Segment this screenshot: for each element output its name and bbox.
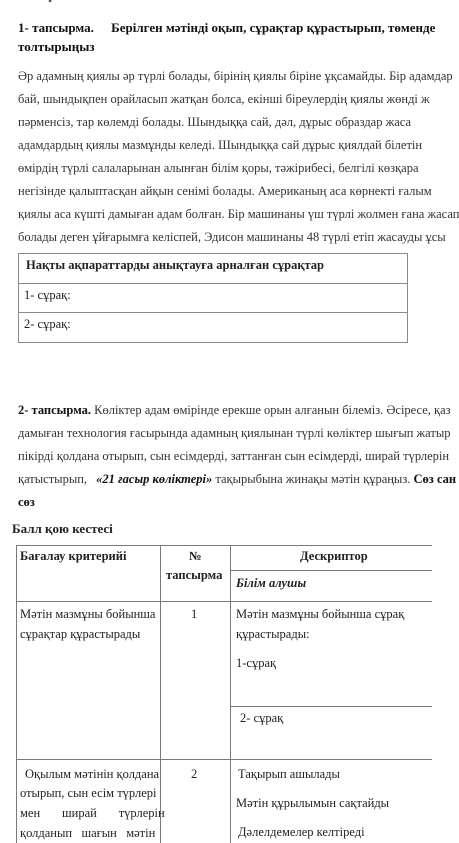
task2-line-3: пікірді қолдана отырып, сын есімдерді, заттанған сын есімдерді, ширай түрлерін: [18, 449, 450, 463]
score-table-title: Балл қою кестесі: [12, 521, 113, 536]
paragraph-line: пәрменсіз, тар көлемді болады. Шындыққа сай, дәл, дұрыс образдар жаса: [18, 115, 412, 129]
paragraph-line: бай, шындықпен орайласып жатқан болса, екінші біреулердің қиялы жөнді ж: [18, 92, 430, 106]
header-task: тапсырма: [166, 568, 223, 582]
row1-num: 1: [191, 607, 198, 621]
task2-line-1: [18, 403, 451, 418]
row1-criteria: Мәтін мазмұны бойынша: [20, 607, 156, 621]
task2-line-5: сөз: [18, 495, 35, 509]
paragraph-line: Әр адамның қиялы әр түрлі болады, бірінің қиялы біріне ұқсамайды. Бір адамдар: [18, 69, 453, 83]
row2-descriptor: Мәтін құрылымын сақтайды: [236, 796, 390, 810]
box-heading: Нақты ақпараттарды анықтауға арналған сұрақтар: [26, 258, 325, 272]
header-num: №: [189, 549, 202, 563]
task2-text: қатыстырып,: [18, 472, 88, 486]
row2-descriptor: Дәлелдемелер келтіреді: [238, 825, 365, 839]
table-header-bottom: [16, 601, 432, 602]
paragraph-line: адамдардың қиялы мазмұнды келеді. Шындыққа сай дұрыс қиялдай білетін: [18, 138, 423, 152]
paragraph-line: өмірдің түрлі салаларынан алынған білім қоры, тәжірибесі, белгілі көзқара: [18, 161, 419, 175]
row1-descriptor: құрастырады:: [236, 627, 310, 641]
paragraph-line: негізінде қалыптасқан айқын сенімі болады. Американың аса көрнекті ғалым: [18, 184, 432, 198]
task2-text: Көліктер адам өмірінде ерекше орын алғанын білеміз. Әсіресе, қаз: [94, 403, 451, 417]
table-student-divider: [230, 570, 432, 571]
table-border-left: [16, 545, 17, 843]
task1-title: 1- тапсырма.: [18, 20, 94, 35]
task2-topic: «21 ғасыр көліктері»: [96, 472, 213, 486]
box-border-left: [18, 253, 19, 343]
row2-criteria: Оқылым мәтінін қолдана: [25, 767, 160, 781]
task1-heading-text: Берілген мәтінді оқып, сұрақтар құрастырып, төменде: [111, 20, 436, 35]
box-border-bottom: [18, 342, 408, 343]
task1-heading: [18, 20, 435, 36]
box-border-top: [18, 253, 408, 254]
row2-criteria: отырып, сын есім түрлері: [20, 786, 157, 800]
row1-q2: 2- сұрақ: [240, 711, 284, 725]
task2-line-2: дамыған технология ғасырында адамның қиялынан түрлі көліктер шығып жатыр: [18, 426, 451, 440]
table-q-divider: [230, 706, 432, 707]
row2-criteria: қолданып шағын мәтін: [20, 826, 156, 840]
top-mark: •: [48, 0, 53, 8]
box-divider: [18, 283, 408, 284]
header-descriptor: Дескриптор: [300, 549, 368, 563]
box-border-right: [407, 253, 408, 343]
row2-num: 2: [191, 767, 198, 781]
header-student: Білім алушы: [236, 576, 307, 590]
header-criteria: Бағалау критерийі: [20, 549, 127, 563]
task2-title: 2- тапсырма.: [18, 403, 91, 417]
row1-criteria: сұрақтар құрастырады: [20, 627, 141, 641]
task1-heading-line2: толтырыңыз: [18, 39, 95, 54]
row2-descriptor: Тақырып ашылады: [238, 767, 340, 781]
paragraph-line: қиялы аса күшті дамыған адам болған. Бір машинаны үш түрлі жолмен ғана жасап: [18, 207, 459, 221]
table-border-top: [16, 545, 432, 546]
task2-text: тақырыбына жинақы мәтін құраңыз.: [215, 472, 411, 486]
question-2-label: 2- сұрақ:: [24, 317, 71, 331]
task2-word-count: Сөз сан: [413, 472, 457, 486]
question-1-label: 1- сұрақ:: [24, 288, 71, 302]
table-col-divider: [230, 545, 231, 843]
task2-line-4: [18, 472, 456, 487]
table-row-divider: [16, 759, 432, 760]
row1-q1: 1-сұрақ: [236, 656, 277, 670]
table-col-divider: [160, 545, 161, 843]
paragraph-line: болады деген ұйғарымға келіспей, Эдисон машинаны 48 түрлі етіп жасауды ұсы: [18, 230, 446, 244]
row2-criteria: мен ширай түрлерін: [20, 806, 165, 820]
box-divider: [18, 312, 408, 313]
row1-descriptor: Мәтін мазмұны бойынша сұрақ: [236, 607, 405, 621]
